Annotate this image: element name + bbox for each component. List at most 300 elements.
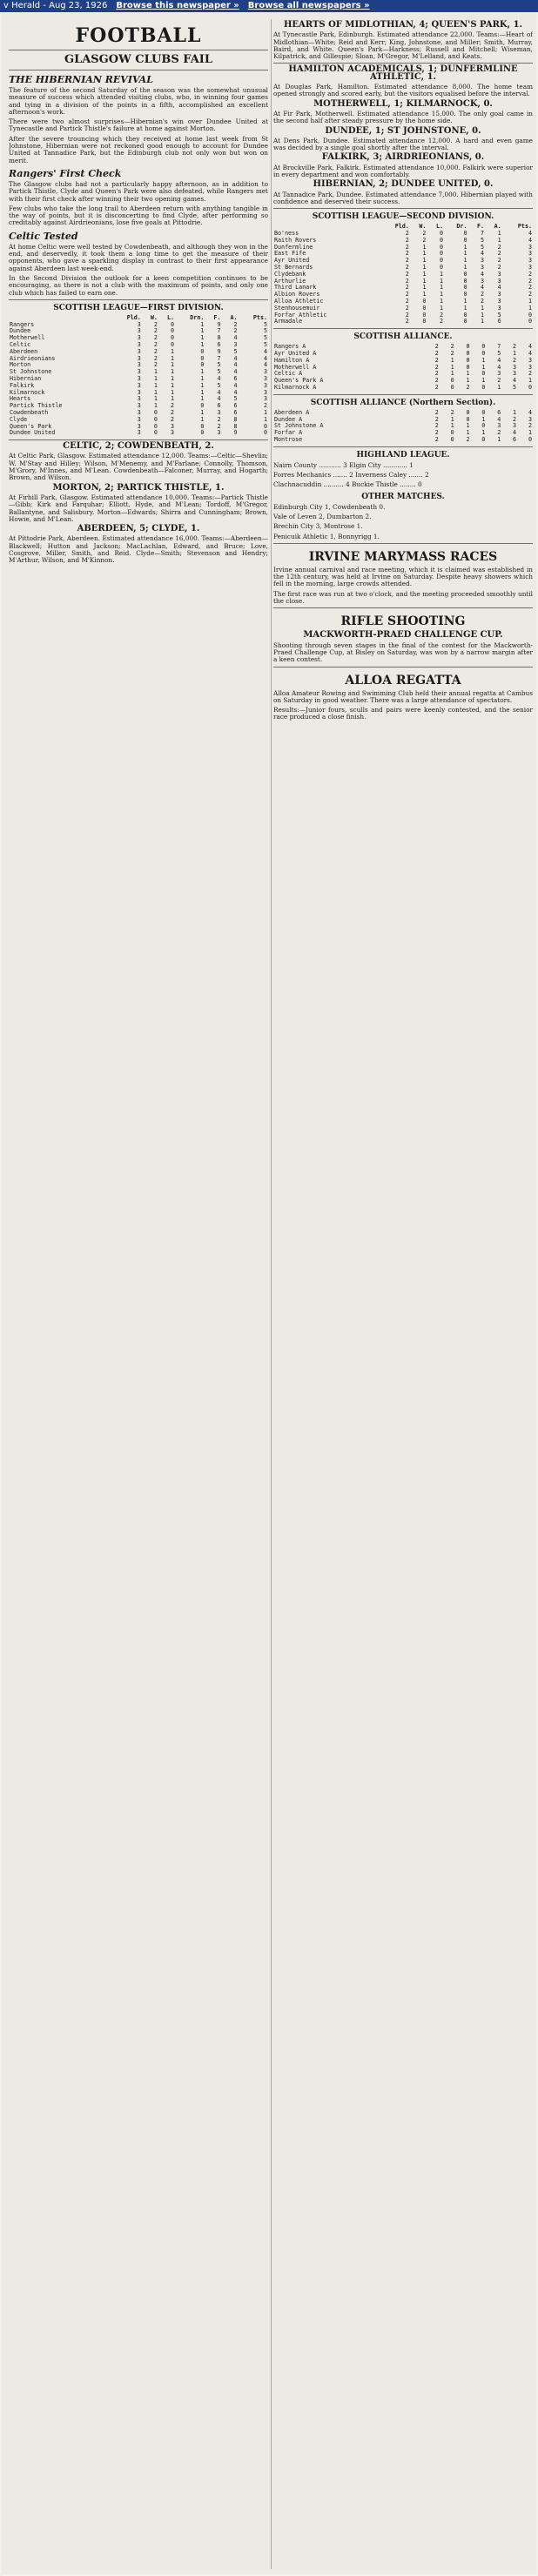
second-division-cell: 1 [497,236,501,244]
paragraph: Irvine annual carnival and race meeting, which it is claimed was established in the 12th century, was held at Irvine on Saturday. Despite heavy showers which fell in the morning, large crowds attended. [273,565,533,588]
second-division-cell: 2 [405,236,409,244]
north-alliance-title: SCOTTISH ALLIANCE (Northern Section). [310,398,496,407]
alliance-cell: 2 [450,349,454,357]
second-division-cell: Forfar Athletic [274,311,327,319]
league-cell: 1 [263,408,267,416]
league-cell: 7 [217,354,221,362]
second-division-header-cell: Dr. [456,223,467,231]
league-cell: 1 [200,327,205,335]
match-report: At Celtic Park, Glasgow. Estimated attendance 12,000. Teams:—Celtic—Shevlin; W. M'Stay and Hilley; Wilson, M'Menemy, and M'Farlane; Connolly, Thomson, M'Grory, M'Innes, and M'Lean. Cowdenbeath—Falconer, Murray, and Hogarth; Brown, and Wilson. [9,452,268,482]
north-alliance-cell: 1 [466,429,470,437]
second-division-cell: 4 [497,284,501,292]
right-column [273,19,533,2569]
league-cell: 3 [137,368,141,376]
alliance-table [273,344,533,392]
section-title-rangers: Rangers' First Check [9,167,122,179]
league-table-second-division [273,224,533,325]
second-division-cell: 2 [405,250,409,258]
north-alliance-cell: 1 [481,429,486,437]
league-cell: Rangers [10,320,35,328]
alliance-cell: 2 [434,377,439,385]
league-cell: 3 [137,327,141,335]
league-cell: 3 [137,341,141,349]
league-cell: 1 [200,368,205,376]
second-division-cell: 5 [481,236,485,244]
league-cell: 3 [137,361,141,369]
north-alliance-cell: 2 [466,435,470,443]
league-cell: 1 [170,381,175,389]
divider [273,63,533,64]
second-division-row [273,312,533,319]
alliance-cell: 2 [434,383,439,391]
league-cell: 9 [233,429,238,437]
second-division-cell: 1 [439,298,444,305]
league-cell: Dundee United [10,429,56,437]
second-division-cell: 0 [439,236,444,244]
alliance-cell: 4 [528,349,532,357]
second-division-cell: East Fife [274,250,306,258]
divider [273,607,533,608]
league-cell: 2 [170,408,175,416]
alliance-cell: 0 [450,383,454,391]
north-alliance-cell: 2 [434,435,439,443]
north-alliance-cell: 6 [497,408,501,416]
league-cell: 4 [233,334,238,342]
highland-league-title: HIGHLAND LEAGUE. [356,450,450,460]
second-division-cell: 0 [439,264,444,272]
league-cell: 0 [153,408,158,416]
league-cell: 9 [217,347,221,355]
league-cell: 1 [170,361,175,369]
north-alliance-cell: 3 [513,422,517,430]
second-division-cell: 2 [528,284,532,292]
paragraph: After the severe trouncing which they received at home last week from St Johnstone, Hibernian were not reckoned good enough to account for Dundee United at Tannadice Park, but the Edinburgh club not only won but won on merit. [9,134,268,164]
league-cell: 3 [217,408,221,416]
second-division-cell: 1 [528,298,532,305]
alliance-title: SCOTTISH ALLIANCE. [353,332,453,342]
second-division-cell: 3 [528,257,532,265]
league-cell: 3 [170,422,175,430]
league-cell: 1 [263,415,267,423]
second-division-header-cell: Pts. [517,223,532,231]
league-cell: 3 [137,415,141,423]
league-cell: 4 [233,368,238,376]
alliance-cell: 2 [434,349,439,357]
north-alliance-row [273,410,533,417]
second-division-cell: 2 [528,277,532,285]
league-cell: 2 [233,327,238,335]
second-division-cell: St Bernards [274,264,313,272]
league-cell: 4 [263,361,267,369]
north-alliance-cell: 6 [513,435,517,443]
alliance-cell: 0 [528,383,532,391]
second-division-cell: 1 [422,243,427,251]
browser-bar [0,0,538,12]
north-alliance-table [273,410,533,444]
league-cell: 2 [153,347,158,355]
north-alliance-cell: Montrose [274,435,303,443]
league-cell: 1 [200,408,205,416]
alliance-cell: 1 [466,370,470,378]
second-division-cell: 1 [422,277,427,285]
league-cell: 8 [217,334,221,342]
league-cell: 1 [170,375,175,382]
league-header-cell: A. [230,313,238,321]
league-cell: Falkirk [10,381,35,389]
north-alliance-cell: 4 [528,408,532,416]
second-division-cell: 3 [497,277,501,285]
league-cell: 4 [233,381,238,389]
divider [273,208,533,209]
league-cell: 3 [137,354,141,362]
match-report: At Douglas Park, Hamilton. Estimated attendance 8,000. The home team opened strongly and scored early, but the visitors equalised before the interval. [273,83,533,98]
match-report: At Tynecastle Park, Edinburgh. Estimated attendance 22,000. Teams:—Heart of Midlothian—White; Reid and Kerr; King, Johnstone, and Miller; Smith, Murray, Baird, and White. Queen's Park—Harkness; Russell and Mitchell; Wiseman, Kilpatrick, and Gillespie; Sloan, M'Gregor, M'Lelland, and Keats. [273,30,533,61]
league-cell: 3 [263,381,267,389]
league-cell: Partick Thistle [10,402,63,410]
second-division-cell: 1 [422,270,427,278]
league-cell: 0 [200,429,205,437]
paragraph: The first race was run at two o'clock, and the meeting proceeded smoothly until the close. [273,589,533,606]
league-cell: 0 [153,422,158,430]
north-alliance-cell: 1 [513,408,517,416]
league-cell: 2 [153,354,158,362]
divider [9,299,268,300]
alliance-cell: Queen's Park A [274,377,324,385]
league-cell: 0 [200,347,205,355]
match-title: MOTHERWELL, 1; KILMARNOCK, 0. [313,98,493,109]
league-cell: 4 [233,354,238,362]
paragraph: There were two almost surprises—Hibernian's win over Dundee United at Tynecastle and Partick Thistle's failure at home against Morton. [9,117,268,133]
second-division-cell: 1 [439,284,444,292]
league-cell: 6 [217,402,221,410]
second-division-cell: 2 [439,318,444,325]
result-line: Edinburgh City 1, Cowdenbeath 0. [273,502,386,511]
league-cell: 5 [233,347,238,355]
divider [273,394,533,395]
north-alliance-cell: 2 [434,422,439,430]
second-division-cell: 4 [481,250,485,258]
league-header-cell: F. [213,313,221,321]
match-title: HEARTS OF MIDLOTHIAN, 4; QUEEN'S PARK, 1. [283,20,523,30]
second-division-cell: 7 [481,230,485,238]
alliance-cell: 2 [528,370,532,378]
alliance-cell: 7 [497,343,501,351]
alliance-cell: 1 [497,383,501,391]
league-cell: Airdrieonians [10,354,56,362]
alliance-cell: 2 [434,370,439,378]
second-division-cell: Third Lanark [274,284,317,292]
match-title: ABERDEEN, 5; CLYDE, 1. [77,524,200,534]
match-title: HIBERNIAN, 2; DUNDEE UNITED, 0. [313,179,494,190]
league-cell: 3 [233,341,238,349]
headline-glasgow-clubs-fail: GLASGOW CLUBS FAIL [64,53,213,66]
alliance-cell: Motherwell A [274,363,317,371]
alliance-cell: 0 [466,356,470,364]
second-division-cell: 4 [481,270,485,278]
match-report: At Dens Park, Dundee. Estimated attendance 12,000. A hard and even game was decided by a single goal shortly after the interval. [273,136,533,152]
second-division-cell: 2 [497,257,501,265]
second-division-cell: 1 [463,264,467,272]
column-divider [271,19,272,2569]
league-cell: Celtic [10,341,31,349]
second-division-cell: 1 [481,311,485,319]
league-cell: Dundee [10,327,31,335]
match-report: At Firhill Park, Glasgow. Estimated attendance 10,000. Teams:—Partick Thistle—Gibb; Kirk and Farquhar; Elliott, Hyde, and M'Lean; Tordoff, M'Gregor, Ballantyne, and Salisbury. Morton—Edwards; Shirra and Cunningham; Brown, Howie, and M'Lean. [9,493,268,523]
section-title-hibernian: THE HIBERNIAN REVIVAL [9,74,153,85]
second-division-header-cell: Pld. [394,223,409,231]
league-cell: 1 [170,347,175,355]
league-cell: 5 [263,334,267,342]
north-alliance-cell: St Johnstone A [274,422,324,430]
browse-newspaper-link[interactable]: Browse this newspaper » [116,1,239,10]
alliance-cell: 1 [450,356,454,364]
league-cell: Aberdeen [10,347,38,355]
league-cell: 0 [200,354,205,362]
second-division-cell: 1 [463,304,467,312]
result-line: Vale of Leven 2, Dumbarton 2. [273,512,372,520]
second-division-cell: 2 [497,243,501,251]
alliance-row [273,385,533,392]
league-cell: 4 [233,388,238,396]
league-cell: 2 [170,402,175,410]
rifle-shooting-title: RIFLE SHOOTING [340,614,466,629]
second-division-cell: 3 [528,243,532,251]
league-cell: 8 [233,415,238,423]
alliance-cell: Rangers A [274,343,306,351]
league-cell: 2 [263,402,267,410]
second-division-cell: 1 [481,304,485,312]
source-label: v Herald - Aug 23, 1926 [3,1,108,10]
league-cell: 2 [233,320,238,328]
paragraph: Results:—Junior fours, sculls and pairs were keenly contested, and the senior race produced a close finish. [273,706,533,721]
alliance-cell: 0 [466,349,470,357]
match-title: HAMILTON ACADEMICALS, 1; DUNFERMLINE ATHLETIC, 1. [288,64,518,82]
league-cell: 5 [217,368,221,376]
league-cell: 5 [263,341,267,349]
league-cell: Queen's Park [10,422,52,430]
alliance-cell: 4 [497,363,501,371]
second-division-cell: Alloa Athletic [274,298,324,305]
league-cell: 0 [170,327,175,335]
second-division-cell: 2 [497,264,501,272]
second-division-header-cell: W. [419,223,427,231]
league-cell: 0 [200,402,205,410]
alliance-cell: 2 [513,356,517,364]
second-division-cell: 5 [497,311,501,319]
league-cell: 9 [217,320,221,328]
second-division-cell: Arthurlie [274,277,306,285]
league-cell: 6 [217,341,221,349]
masthead-football: FOOTBALL [75,24,202,47]
league-cell: 0 [200,361,205,369]
league-cell: Cowdenbeath [10,408,49,416]
rifle-shooting-subtitle: MACKWORTH-PRAED CHALLENGE CUP. [303,630,503,641]
league-cell: 3 [263,375,267,382]
alliance-cell: 4 [528,343,532,351]
alliance-cell: Kilmarnock A [274,383,317,391]
league-cell: 3 [137,422,141,430]
second-division-cell: 3 [497,270,501,278]
north-alliance-cell: 0 [466,408,470,416]
alliance-cell: 3 [528,363,532,371]
league-cell: 0 [263,429,267,437]
second-division-cell: 2 [405,277,409,285]
league-cell: Hibernian [10,375,42,382]
alliance-cell: 3 [513,363,517,371]
league-cell: 2 [153,320,158,328]
second-division-cell: 2 [405,291,409,299]
second-division-row [273,245,533,252]
second-division-cell: 0 [439,243,444,251]
second-division-cell: 1 [481,318,485,325]
north-alliance-cell: 0 [466,415,470,423]
alliance-cell: 0 [481,343,486,351]
alliance-cell: 2 [434,343,439,351]
north-alliance-cell: 0 [450,429,454,437]
alliance-cell: Ayr United A [274,349,317,357]
league-cell: 5 [263,320,267,328]
league-cell: 1 [200,341,205,349]
second-division-cell: 2 [405,298,409,305]
result-line: Clachnacuddin .......... 4 Buckie Thistle ........ 0 [273,480,422,489]
league-header-cell: Pld. [126,313,141,321]
second-division-cell: 1 [439,277,444,285]
league-cell: 3 [137,388,141,396]
north-alliance-cell: 2 [434,408,439,416]
north-alliance-cell: 2 [434,415,439,423]
league-cell: 2 [217,415,221,423]
north-alliance-cell: 2 [497,429,501,437]
league-cell: 6 [233,402,238,410]
alliance-cell: 0 [481,383,486,391]
second-division-cell: 0 [528,311,532,319]
match-title: MORTON, 2; PARTICK THISTLE, 1. [52,482,225,493]
second-division-cell: 2 [405,264,409,272]
north-alliance-cell: 1 [528,429,532,437]
alliance-cell: 1 [481,356,486,364]
league-cell: 2 [153,341,158,349]
second-division-cell: 1 [422,250,427,258]
league-cell: 5 [233,395,238,403]
browse-all-newspapers-link[interactable]: Browse all newspapers » [247,1,370,10]
league-cell: 3 [137,429,141,437]
alliance-cell: 1 [466,377,470,385]
second-division-cell: 0 [422,304,427,312]
match-title: CELTIC, 2; COWDENBEATH, 2. [63,441,214,452]
second-division-cell: 0 [422,298,427,305]
second-division-row [273,272,533,278]
north-alliance-cell: 1 [450,415,454,423]
divider [273,446,533,447]
result-line: Forres Mechanics ....... 2 Inverness Caley ....... 2 [273,471,429,480]
second-division-cell: 0 [463,291,467,299]
second-division-row [273,319,533,325]
league-cell: Clyde [10,415,28,423]
north-alliance-cell: 0 [481,422,486,430]
north-alliance-cell: 1 [466,422,470,430]
league-cell: 3 [263,388,267,396]
second-division-cell: 2 [405,318,409,325]
league-cell: Hearts [10,395,31,403]
league-cell: 2 [170,415,175,423]
alliance-row [273,351,533,358]
second-division-cell: 1 [463,298,467,305]
second-division-cell: 3 [497,298,501,305]
newspaper-page [2,12,536,2574]
second-division-cell: 1 [528,304,532,312]
alliance-cell: Celtic A [274,370,303,378]
league-cell: 3 [137,402,141,410]
second-division-cell: 3 [528,264,532,272]
alliance-cell: 1 [481,377,486,385]
second-division-cell: 0 [422,311,427,319]
second-division-cell: 1 [422,264,427,272]
second-division-cell: 5 [481,243,485,251]
league-cell: 1 [200,334,205,342]
league-cell: 0 [170,334,175,342]
league-cell: 6 [233,375,238,382]
second-division-cell: 1 [439,291,444,299]
second-division-cell: 2 [481,298,485,305]
second-division-cell: 3 [497,291,501,299]
league-cell: 3 [137,375,141,382]
league-header-cell: L. [166,313,175,321]
second-division-cell: 1 [463,243,467,251]
league-cell: 3 [137,320,141,328]
second-division-cell: 0 [422,318,427,325]
north-alliance-cell: Aberdeen A [274,408,310,416]
paragraph: Few clubs who take the long trail to Aberdeen return with anything tangible in the way of points, but it is disconcerting to find Clyde, after performing so creditably against Airdrieonians, lose five goals at Pittodrie. [9,204,268,227]
second-division-cell: 0 [439,230,444,238]
second-division-cell: 2 [405,304,409,312]
alloa-regatta-title: ALLOA REGATTA [345,673,461,688]
league-cell: 4 [217,375,221,382]
league-cell: 0 [153,429,158,437]
north-alliance-cell: 0 [481,408,486,416]
alliance-cell: 3 [497,370,501,378]
second-division-cell: 3 [481,277,485,285]
league-cell: 8 [233,422,238,430]
league-cell: 5 [263,327,267,335]
alliance-cell: 2 [513,343,517,351]
league-cell: 0 [153,415,158,423]
league-cell: 3 [137,395,141,403]
league-cell: 1 [153,402,158,410]
alliance-cell: 4 [513,377,517,385]
result-line: Nairn County ........... 3 Elgin City ............ 1 [273,460,414,469]
alliance-cell: 5 [497,349,501,357]
second-division-cell: 2 [528,291,532,299]
second-division-cell: Bo'ness [274,230,299,238]
league-table-first-division [9,315,268,437]
second-division-cell: 4 [481,284,485,292]
second-division-cell: 1 [497,230,501,238]
league-row [9,430,268,437]
result-line: Brechin City 3, Montrose 1. [273,522,363,531]
north-alliance-cell: Dundee A [274,415,303,423]
other-matches-title: OTHER MATCHES. [361,492,445,501]
second-division-cell: 1 [422,291,427,299]
north-alliance-cell: 2 [528,422,532,430]
league-cell: 1 [153,375,158,382]
second-division-cell: 2 [405,257,409,265]
divider [273,543,533,544]
paragraph: At home Celtic were well tested by Cowdenbeath, and although they won in the end, and deservedly, it took them a long time to get the measure of their opponents, who gave a sparkling display in contrast to their first appearance against Aberdeen last week-end. [9,242,268,272]
league-cell: 6 [233,408,238,416]
league-cell: 0 [263,422,267,430]
second-division-cell: 1 [463,250,467,258]
alliance-cell: Hamilton A [274,356,310,364]
